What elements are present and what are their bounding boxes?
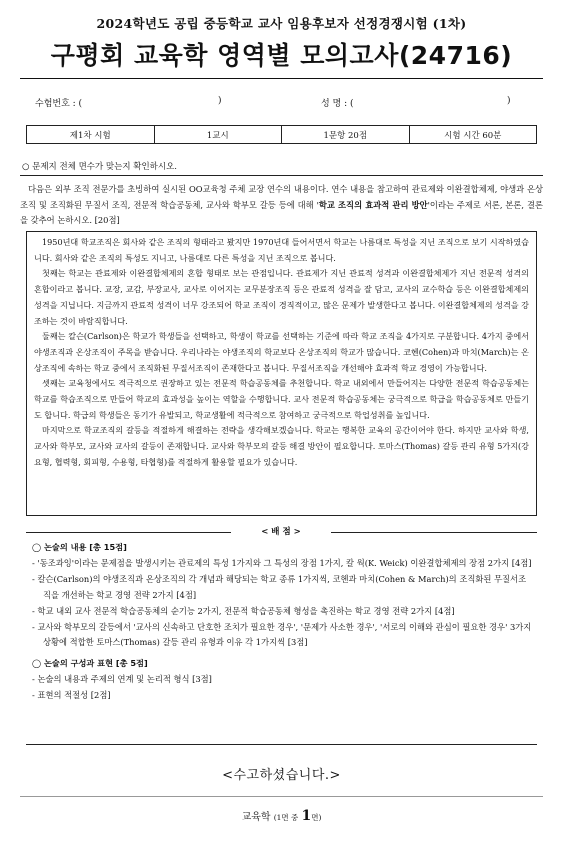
page-title: 구평회 교육학 영역별 모의고사(24716) bbox=[50, 41, 513, 70]
prompt-topic: 학교 조직의 효과적 관리 방안 bbox=[318, 199, 428, 210]
info-cell-session: 제1차 시험 bbox=[27, 126, 155, 143]
rubric-item: - 표현의 적절성 [2점] bbox=[32, 690, 111, 701]
candidate-name-label: 성 명 : ( bbox=[321, 99, 354, 109]
footer-page-number: 1 bbox=[301, 808, 312, 824]
passage-paragraph: 첫째는 학교는 관료제와 이완결합체제의 혼합 형태로 보는 관점입니다. 관료제가 지닌 관료적 성격과 이완결합체제가 지닌 전문적 성격의 혼합이라고 봅니다. 교장, 교감, 부장교사, 교사로 이어지는 교무분장조직 등은 관료적 성격을 잘 담고, 교사의 교수학습 등은 이완결합체제의 성격을 지닙니다. 지금까지 관료적 성격이 너무 강조되어 학교 조직이 경직적이고, 많은 문제가 발생한다고 봅니다. 이완결합체제의 성격을 강조하는 것이 바람직합니다. bbox=[34, 268, 529, 326]
page-count-notice: ○ 문제지 전체 면수가 맞는지 확인하시오. bbox=[22, 162, 178, 172]
rubric-content-title: ◯ 논술의 내용 [총 15점] bbox=[32, 542, 127, 552]
rubric-item: - 학교 내외 교사 전문적 학습공동체의 순기능 2가지, 전문적 학습공동체 형성을 촉진하는 학교 경영 전략 2가지 [4점] bbox=[32, 605, 455, 616]
info-cell-period: 1교시 bbox=[155, 126, 283, 143]
passage-paragraph: 1950년대 학교조직은 회사와 같은 조직의 형태라고 봤지만 1970년대 들어서면서 학교는 나름대로 특성을 지닌 조직으로 보기 시작하였습니다. 회사와 같은 조직의 특성도 지니고, 나름대로 다른 특성을 지닌 조직으로 봅니다. bbox=[34, 237, 529, 263]
exam-number-label: 수험번호 : ( bbox=[35, 99, 83, 109]
passage-paragraph: 셋째는 교육청에서도 적극적으로 권장하고 있는 전문적 학습공동체를 추천합니다. 학교 내외에서 만들어지는 다양한 전문적 학습공동체는 학교를 학습조직으로 만들어 학교의 효과성을 높이는 역할을 수행합니다. 교사 전문적 학습공동체는 궁극적으로 학급을 학습공동체로 만들기도 합니다. 학급의 학생들은 동기가 유발되고, 학교생활에 적극적으로 참여하고 궁극적으로 학업성취를 높입니다. bbox=[34, 378, 529, 420]
passage-box bbox=[26, 231, 537, 516]
closing-message: <수고하셨습니다.> bbox=[222, 768, 341, 783]
footer-page-open: (1면 중 bbox=[273, 813, 299, 822]
exam-number-close: ) bbox=[218, 96, 222, 106]
footer-divider bbox=[20, 796, 543, 797]
footer-subject: 교육학 bbox=[241, 812, 271, 823]
rubric-form-title: ◯ 논술의 구성과 표현 [총 5점] bbox=[32, 658, 148, 669]
rubric-heading: < 배 점 > bbox=[231, 525, 331, 537]
prompt-text-before: 다음은 외부 조직 전문가를 초빙하여 실시된 OO교육청 주체 교장 연수의 내용이다. 연수 내용을 참고하여 관료제와 이완결합체제, 야생과 온상조직 및 조직화된 무질서 조직, 전문적 학습공동체, 교사와 학부모 갈등 등에 대해 ' bbox=[20, 184, 543, 210]
exam-title: 2024학년도 공립 중등학교 교사 임용후보자 선정경쟁시험 (1차) bbox=[96, 16, 467, 31]
rubric-item: - 교사와 학부모의 갈등에서 '교사의 신속하고 단호한 조치가 필요한 경우', '문제가 사소한 경우', '서로의 이해와 관심이 필요한 경우' 3가지 상황에 적합한 토마스(Thomas) 갈등 관리 유형과 이유 각 1가지씩 [3점] bbox=[32, 621, 532, 648]
passage-paragraph: 둘째는 칼슨(Carlson)은 학교가 학생들을 선택하고, 학생이 학교를 선택하는 기준에 따라 학교 조직을 4가지로 구분합니다. 4가지 중에서 야생조직과 온상조직이 주목을 받습니다. 우리나라는 야생조직의 학교보다 온상조직의 학교가 많습니다. 코헨(Cohen)과 마치(March)는 온상조직에 속하는 학교 중에서 조직화된 무질서조직이 존재한다고 봅니다. 무질서조직을 개선해야 효과적 학교 경영이 가능합니다. bbox=[34, 331, 529, 373]
rubric-item: - '동조과잉'이라는 문제점을 발생시키는 관료제의 특성 1가지와 그 특성의 장점 1가지, 칼 웍(K. Weick) 이완결합체제의 장점 2가지 [4점] bbox=[32, 557, 532, 568]
passage-paragraph: 마지막으로 학교조직의 갈등을 적절하게 해결하는 전략을 생각해보겠습니다. 학교는 행복한 교육의 공간이어야 한다. 하지만 교사와 학생, 교사와 학부모, 교사와 교사의 갈등이 존재합니다. 교사와 학부모의 갈등 해결 방안이 필요합니다. 토마스(Thomas) 갈등 관리 유형 5가지(강요형, 협력형, 회피형, 수용형, 타협형)를 적절하게 활용할 필요가 있습니다. bbox=[34, 425, 529, 467]
rubric-item: - 칼슨(Carlson)의 야생조직과 온상조직의 각 개념과 해당되는 학교 종류 1가지씩, 코헨과 마치(Cohen & March)의 조직화된 무질서조직을 개선하는 학교 경영 전략 2가지 [4점] bbox=[32, 573, 527, 600]
info-cell-time: 시험 시간 60분 bbox=[444, 130, 502, 141]
question-prompt bbox=[20, 182, 543, 229]
rubric-bottom-divider bbox=[26, 744, 537, 745]
info-cell-points: 1문항 20점 bbox=[282, 126, 410, 143]
candidate-name-close: ) bbox=[507, 96, 511, 106]
prompt-text-after: '이라는 주제로 서론, 본론, 결론을 갖추어 논하시오. [20점] bbox=[20, 199, 543, 226]
rubric-section bbox=[32, 540, 532, 704]
exam-info-table bbox=[26, 125, 537, 144]
title-divider bbox=[20, 78, 543, 79]
page-footer bbox=[0, 808, 563, 824]
rubric-item: - 논술의 내용과 주제의 연계 및 논리적 형식 [3점] bbox=[32, 674, 212, 685]
footer-page-close: 면) bbox=[311, 813, 322, 822]
notice-divider bbox=[20, 175, 543, 176]
